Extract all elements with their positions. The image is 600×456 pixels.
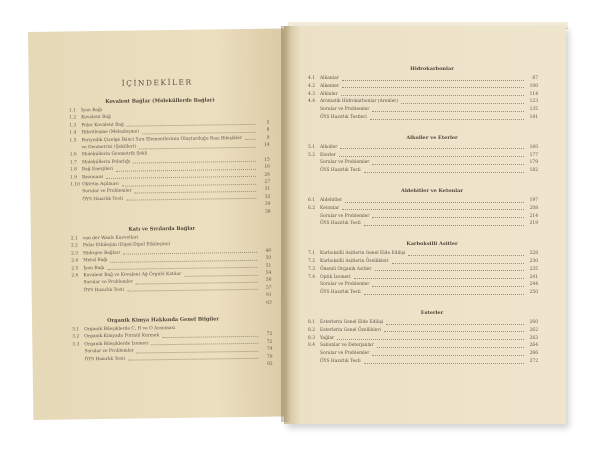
dot-leader [342,206,524,211]
toc-entry [308,320,538,325]
entry-title: İyon Bağı [83,265,105,271]
toc-entry [72,285,272,293]
dot-leader [372,107,524,112]
entry-number: 5.2 [308,152,315,158]
toc-entry [308,198,538,203]
entry-title: Moleküllerin Polarlığı [81,159,131,166]
entry-title: Alkenler [320,83,339,89]
entry-title: Karboksilli Asitlerin Özellikleri [320,259,389,264]
dot-leader [162,332,258,338]
entry-page: 250 [529,290,538,296]
entry-title: Alkanlar [320,76,339,81]
entry-title: Önemli Organik Asitler [320,266,372,272]
spine-shadow [281,26,291,422]
entry-page: 9 [266,135,270,141]
entry-page: 230 [529,259,538,264]
entry-page: 197 [529,198,538,203]
entry-page: 57 [265,285,272,291]
entry-title: Sorular ve Problemler [320,160,370,166]
toc-entry [69,128,269,136]
toc-entry [69,106,269,114]
entry-title: ve Geometrisi (Şekilleri) [81,144,136,151]
toc-entry [69,113,269,121]
dot-leader [135,278,257,284]
dot-leader [133,158,256,164]
toc-entry [72,347,272,355]
entry-title: Yağlar [320,335,335,341]
entry-number: 1.1 [69,108,77,114]
dot-leader [342,76,524,81]
entry-page: 87 [532,76,538,81]
entry-title: van der Waals Kuvvetleri [82,235,139,242]
dot-leader [107,263,257,270]
dot-leader [384,328,524,333]
toc-entry [308,359,538,364]
toc-entry [308,282,538,287]
entry-number: 4.3 [308,91,315,97]
toc-entry [308,259,538,264]
toc-entry [308,290,538,295]
toc-entry [308,107,538,112]
entry-page: 56 [265,278,272,284]
toc-entry [308,267,538,272]
entry-title: Polar Etkileşim (Dipol-Dipol Etkileşimi) [82,242,171,249]
dot-leader [370,115,524,120]
entry-title: Bağ Enerjileri [81,167,114,173]
entry-page: 50 [265,255,272,261]
entry-page: 72 [266,339,273,345]
left-page [28,28,295,420]
toc-entry [70,165,270,173]
dot-leader [377,343,524,348]
entry-page: 244 [529,282,538,288]
dot-leader [341,92,524,97]
toc-entry [308,214,538,219]
dot-leader [142,128,255,134]
toc-entry [308,168,538,173]
entry-title: İyon Bağı [81,107,103,114]
entry-number: 3.1 [72,327,80,333]
toc-entry [73,362,273,370]
entry-page: 61 [266,292,272,298]
entry-title: Organik Kimyada Formül Kurmak [84,333,160,340]
toc-entry [71,278,271,286]
entry-page: 38 [264,209,271,215]
entry-title: Karboksilli Asitlerin Genel Elde Edilişi [320,251,406,257]
entry-number: 7.3 [308,266,315,272]
dot-leader [340,145,524,150]
entry-number: 2.5 [71,265,79,272]
toc-entry [308,336,538,341]
entry-page: 177 [529,152,538,158]
entry-number: 8.4 [308,343,315,349]
dot-leader [342,84,524,89]
dot-leader [364,168,524,173]
entry-title: Hibritleşme (Melezleşme) [81,129,140,136]
entry-number: 3.2 [72,334,80,340]
toc-entry [308,76,538,81]
entry-number: 2.4 [71,258,79,264]
toc-entry [70,180,270,188]
toc-entry [308,221,538,226]
toc-entry [70,172,270,180]
toc-title: İÇİNDEKİLER [121,77,193,88]
entry-title: Sorular ve Problemler [83,279,133,286]
dot-leader [354,275,524,280]
dot-leader [126,195,256,201]
entry-page: 74 [266,346,273,352]
toc-entry [72,325,272,333]
dot-leader [401,99,524,104]
entry-title: Polar Kovalent Bağ [81,122,124,129]
entry-page: 262 [529,327,538,333]
toc-entry [71,241,271,249]
toc-entry [308,84,538,89]
entry-page: 27 [264,179,271,185]
entry-page: 235 [529,266,538,272]
right-page [284,26,566,424]
dot-leader [408,251,524,256]
entry-number: 6.1 [308,198,315,203]
entry-title: Organik Bileşiklerde İzomeri [84,341,149,348]
entry-number: 6.2 [308,205,315,211]
entry-page: 26 [264,172,271,178]
toc-entry [71,263,271,271]
entry-title: Esterlerin Genel Elde Edilişi [320,320,384,325]
dot-leader [128,286,258,292]
dot-leader [339,153,524,158]
toc-entry [70,194,270,202]
entry-title: Sorular ve Problemler [320,351,370,357]
entry-page: 15 [264,157,270,163]
entry-title: Alkinler [320,91,338,97]
toc-entry [70,202,270,210]
toc-entry [71,234,271,242]
entry-page: 51 [265,263,272,269]
section-heading: Hidrokarbonlar [410,66,454,72]
entry-number: 1.10 [70,182,80,188]
entry-page: 100 [529,83,538,89]
dot-leader [364,359,524,364]
section-heading: Kovalent Bağlar (Moleküllerde Bağlar) [105,97,215,105]
entry-title: Kovalent Bağ [81,115,111,121]
toc-entry [72,339,272,347]
entry-page: 34 [264,201,271,207]
toc-entry [308,351,538,356]
entry-title: ÖYS Hazırlık Testi [320,290,361,296]
entry-page: 32 [264,194,271,200]
dot-leader [245,135,255,140]
entry-page: 63 [266,300,272,306]
entry-page: 79 [266,354,273,360]
dot-leader [392,259,524,264]
entry-number: 4.1 [308,76,315,81]
entry-page: 5 [266,120,270,126]
toc-entry [308,251,538,256]
entry-number: 5.1 [308,144,315,150]
toc-entry [308,343,538,348]
section-heading: Esterler [420,310,444,316]
dot-leader [372,160,524,165]
entry-page: 241 [529,274,538,280]
entry-title: Esterlerin Genel Özellikleri [320,327,381,333]
entry-number: 7.2 [308,259,315,264]
entry-number: 1.5 [69,137,77,144]
toc-entry [70,157,270,165]
entry-title: ÖYS Hazırlık Testi [83,287,125,294]
entry-page: 141 [529,115,538,120]
entry-title: Moleküllerin Geometrik Şekli [81,151,148,158]
entry-title: Metal Bağı [83,258,108,264]
entry-page: 54 [265,270,272,276]
section-heading: Karboksilli Asitler [406,241,458,248]
dot-leader [110,256,257,263]
toc-entry [70,150,270,158]
dot-leader [372,214,524,219]
entry-title: Sorular ve Problemler [320,213,370,219]
toc-entry [71,248,271,256]
entry-title: Aromatik Hidrokarbonlar (Arenler) [320,99,399,105]
entry-page: 123 [529,99,538,105]
entry-title: Ketonlar [320,205,340,211]
entry-page: 263 [529,335,538,341]
toc-entry [308,275,538,280]
entry-page: 266 [529,351,538,357]
entry-number: 7.1 [308,251,315,257]
dot-leader [184,271,257,277]
dot-leader [364,290,524,295]
entry-page: 272 [529,359,538,364]
dot-leader [151,340,258,346]
entry-title: ÖYS Hazırlık Testleri [320,115,367,120]
toc-entry [308,153,538,158]
entry-title: Sorular ve Problemler [82,188,132,195]
section-heading: Organik Kimya Hakkında Genel Bilgiler [107,316,219,324]
entry-title: Rezonans [81,174,104,180]
dot-leader [375,267,524,272]
toc-entry [71,209,271,217]
entry-title: Sabunlar ve Deterjanlar [320,343,374,349]
entry-title: Organik Bileşiklerde C, H ve O Aranması [84,325,176,333]
entry-page: 14 [263,142,270,148]
entry-number: 2.2 [70,243,79,249]
entry-page: 31 [264,187,271,193]
entry-number: 1.9 [70,174,78,181]
toc-entry [72,332,272,340]
entry-page: 182 [529,168,538,174]
entry-title: Periyodik Çizelge İkinci Sıra Elementlerinin Oluşturduğu Bazı Bileşikler [81,135,243,143]
entry-page: 114 [529,91,538,97]
toc-entry [71,271,271,279]
section-heading: Aldehitler ve Ketonlar [400,188,464,194]
entry-page: 219 [529,221,538,227]
dot-leader [106,172,256,179]
section-heading: Alkoller ve Eterler [406,134,458,141]
entry-number: 8.2 [308,327,315,333]
toc-entry [71,256,271,264]
entry-page: 214 [529,213,538,219]
entry-page: 264 [529,343,538,349]
toc-entry [308,328,538,333]
entry-title: Aldehitler [320,198,343,203]
toc-entry [308,206,538,211]
dot-leader [139,143,256,149]
toc-entry [73,354,273,362]
toc-entry [308,99,538,104]
toc-entry [308,92,538,97]
entry-number: 1.8 [69,167,77,173]
entry-title: Sorular ve Problemler [84,348,134,355]
entry-number: 1.2 [69,115,77,121]
entry-page: 208 [529,205,538,211]
dot-leader [116,165,256,171]
section-heading: Katı ve Sıvılarda Bağlar [128,225,196,233]
toc-entry [70,187,270,195]
entry-page: 48 [265,248,272,254]
dot-leader [122,180,256,186]
entry-title: ÖYS Hazırlık Testi [84,356,126,362]
entry-title: ÖYS Hazırlık Testi [320,168,361,174]
entry-number: 1.3 [69,123,77,129]
dot-leader [364,221,524,226]
entry-page: 228 [529,251,538,257]
entry-number: 2.6 [71,273,79,279]
entry-number: 2.3 [71,251,79,257]
dot-leader [386,320,524,325]
dot-leader [372,351,524,356]
entry-page: 179 [529,160,538,166]
entry-title: Sorular ve Problemler [320,282,370,288]
entry-page: 160 [529,144,538,150]
entry-title: Alkoller [320,144,338,150]
entry-number: 7.4 [308,274,315,280]
entry-number: 1.6 [69,152,77,158]
entry-number: 8.1 [308,320,315,325]
entry-number: 2.1 [70,236,78,242]
entry-number: 1.7 [69,160,77,166]
entry-page: 260 [529,320,538,325]
dot-leader [337,336,524,341]
entry-page: 16 [264,164,270,170]
toc-entry [72,293,272,301]
entry-number: 4.4 [308,99,315,105]
toc-entry [70,143,270,151]
entry-page: 72 [266,332,273,338]
entry-number: 4.2 [308,83,315,89]
dot-leader [129,354,259,360]
toc-entry [69,120,269,128]
entry-page: 135 [529,107,538,113]
entry-page: 8 [266,127,270,133]
entry-title: Kovalent Bağ ve Kovalent Ağ Örgülü Katılar [83,271,182,279]
entry-number: 8.3 [308,335,315,341]
dot-leader [136,347,258,353]
entry-number: 1.4 [69,130,77,136]
dot-leader [123,249,257,255]
dot-leader [134,187,256,193]
entry-title: Sorular ve Problemler [320,107,370,113]
entry-page: 82 [267,361,273,367]
dot-leader [372,282,524,287]
dot-leader [126,121,255,127]
entry-title: Optik İzomeri [320,274,351,280]
entry-title: ÖYS Hazırlık Testi [320,359,361,364]
toc-entry [72,300,272,308]
entry-number: 3.3 [72,342,80,348]
entry-title: Eterler [320,152,336,158]
toc-entry [308,160,538,165]
dot-leader [345,198,524,203]
entry-title: ÖYS Hazırlık Testi [82,196,124,203]
toc-entry [308,115,538,120]
entry-title: ÖYS Hazırlık Testi [320,221,361,227]
toc-entry [69,135,269,143]
toc-entry [308,145,538,150]
entry-title: Oktetin Aşılması [82,181,119,188]
entry-title: Hidrojen Bağları [83,250,121,257]
